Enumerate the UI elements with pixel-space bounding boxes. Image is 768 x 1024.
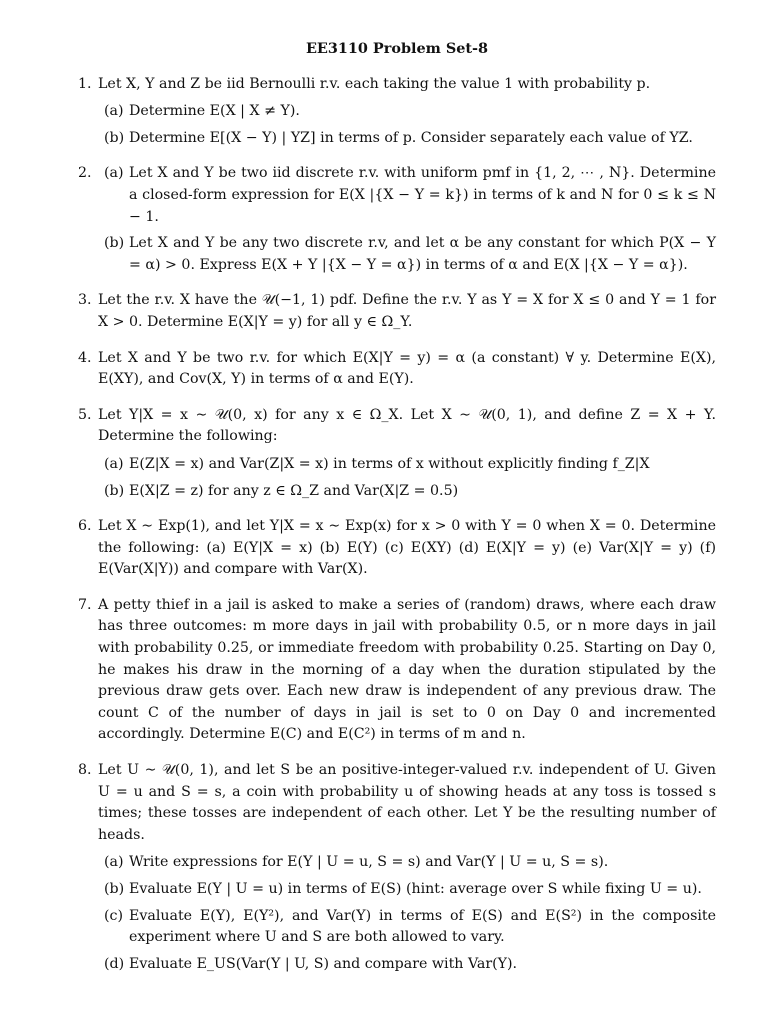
subpart-text: Write expressions for E(Y | U = u, S = s) and Var(Y | U = u, S = s). (129, 854, 609, 871)
subpart-text: Determine E[(X − Y) | YZ] in terms of p. Consider separately each value of YZ. (129, 129, 693, 146)
problem-number: 7. (78, 596, 92, 613)
subpart-text: E(Z|X = x) and Var(Z|X = x) in terms of x without explicitly finding f_Z|X (129, 455, 650, 472)
subpart-text: Determine E(X | X ≠ Y). (129, 103, 300, 120)
subpart-item (98, 454, 716, 476)
subpart-label: (b) (104, 881, 125, 897)
problem-item (78, 595, 716, 746)
problem-text: Let X, Y and Z be iid Bernoulli r.v. each taking the value 1 with probability p. (98, 75, 651, 92)
problem-number: 8. (78, 762, 92, 779)
subpart-item (98, 128, 716, 150)
subpart-label: (a) (104, 854, 124, 871)
subpart-list (98, 163, 716, 276)
subpart-text: E(X|Z = z) for any z ∈ Ω_Z and Var(X|Z = 0.5) (129, 482, 459, 499)
problem-item (78, 74, 716, 150)
problem-number: 1. (78, 75, 92, 92)
problem-item (78, 405, 716, 502)
subpart-text: Evaluate E(Y), E(Y²), and Var(Y) in terms of E(S) and E(S²) in the composite experiment where U and S are both allowed to vary. (129, 907, 716, 946)
subpart-text: Let X and Y be any two discrete r.v, and let α be any constant for which P(X − Y = α) > 0. Express E(X + Y |{X − Y = α}) in terms of α and E(X |{X − Y = α}). (129, 235, 716, 273)
problem-number: 6. (78, 518, 92, 535)
subpart-item (98, 906, 716, 949)
problem-number: 3. (78, 292, 92, 309)
problem-text: Let X ∼ Exp(1), and let Y|X = x ∼ Exp(x) for x > 0 with Y = 0 when X = 0. Determine the following: (a) E(Y|X = x) (b) E(Y) (c) E(XY) (d) E(X|Y = y) (e) Var(X|Y = y) (f) E(Var(X|Y)) and compare with Var(X). (98, 518, 716, 578)
problem-item (78, 348, 716, 391)
subpart-label: (d) (104, 955, 125, 972)
document-title: EE3110 Problem Set-8 (305, 40, 489, 57)
problem-number: 2. (78, 165, 92, 182)
subpart-list (98, 101, 716, 149)
problem-list (78, 74, 716, 976)
subpart-list (98, 852, 716, 975)
subpart-label: (a) (104, 165, 124, 182)
problem-text: Let X and Y be two r.v. for which E(X|Y = y) = α (a constant) ∀ y. Determine E(X), E(XY), and Cov(X, Y) in terms of α and E(Y). (98, 349, 716, 388)
problem-number: 5. (78, 406, 92, 423)
subpart-list (98, 454, 716, 502)
subpart-text: Evaluate E(Y | U = u) in terms of E(S) (hint: average over S while fixing U = u). (129, 881, 702, 897)
problem-item (78, 163, 716, 276)
problem-item (78, 760, 716, 975)
subpart-text: Let X and Y be two iid discrete r.v. with uniform pmf in {1, 2, ⋯ , N}. Determine a closed-form expression for E(X |{X − Y = k}) in terms of k and N for 0 ≤ k ≤ N − 1. (129, 165, 716, 225)
subpart-label: (c) (104, 907, 124, 924)
problem-item (78, 290, 716, 333)
problem-item (78, 516, 716, 581)
subpart-label: (b) (104, 482, 125, 499)
problem-number: 4. (78, 349, 92, 366)
problem-text: Let U ∼ 𝒰(0, 1), and let S be an positive-integer-valued r.v. independent of U. Given U = u and S = s, a coin with probability u of showing heads at any toss is tossed s times; these tosses are independent of each other. Let Y be the resulting number of heads. (98, 762, 716, 843)
subpart-label: (b) (104, 129, 125, 146)
subpart-item (98, 879, 716, 901)
subpart-item (98, 852, 716, 874)
subpart-item (98, 163, 716, 228)
subpart-item (98, 481, 716, 503)
problem-text: A petty thief in a jail is asked to make a series of (random) draws, where each draw has three outcomes: m more days in jail with probability 0.5, or n more days in jail with probability 0.25, or immediate freedom with probability 0.25. Starting on Day 0, he makes his draw in the morning of a day when the duration stipulated by the previous draw gets over. Each new draw is independent of any previous draw. The count C of the number of days in jail is set to 0 on Day 0 and incremented accordingly. Determine E(C) and E(C²) in terms of m and n. (98, 596, 716, 743)
subpart-label: (b) (104, 235, 125, 252)
problem-text: Let Y|X = x ∼ 𝒰(0, x) for any x ∈ Ω_X. Let X ∼ 𝒰(0, 1), and define Z = X + Y. Determine the following: (98, 406, 716, 445)
subpart-label: (a) (104, 455, 124, 472)
subpart-item (98, 101, 716, 123)
subpart-label: (a) (104, 103, 124, 120)
problem-text: Let the r.v. X have the 𝒰(−1, 1) pdf. Define the r.v. Y as Y = X for X ≤ 0 and Y = 1 for X > 0. Determine E(X|Y = y) for all y ∈ Ω_Y. (98, 292, 716, 330)
subpart-text: Evaluate E_US(Var(Y | U, S) and compare with Var(Y). (129, 955, 518, 972)
subpart-item (98, 233, 716, 276)
subpart-item (98, 954, 716, 976)
